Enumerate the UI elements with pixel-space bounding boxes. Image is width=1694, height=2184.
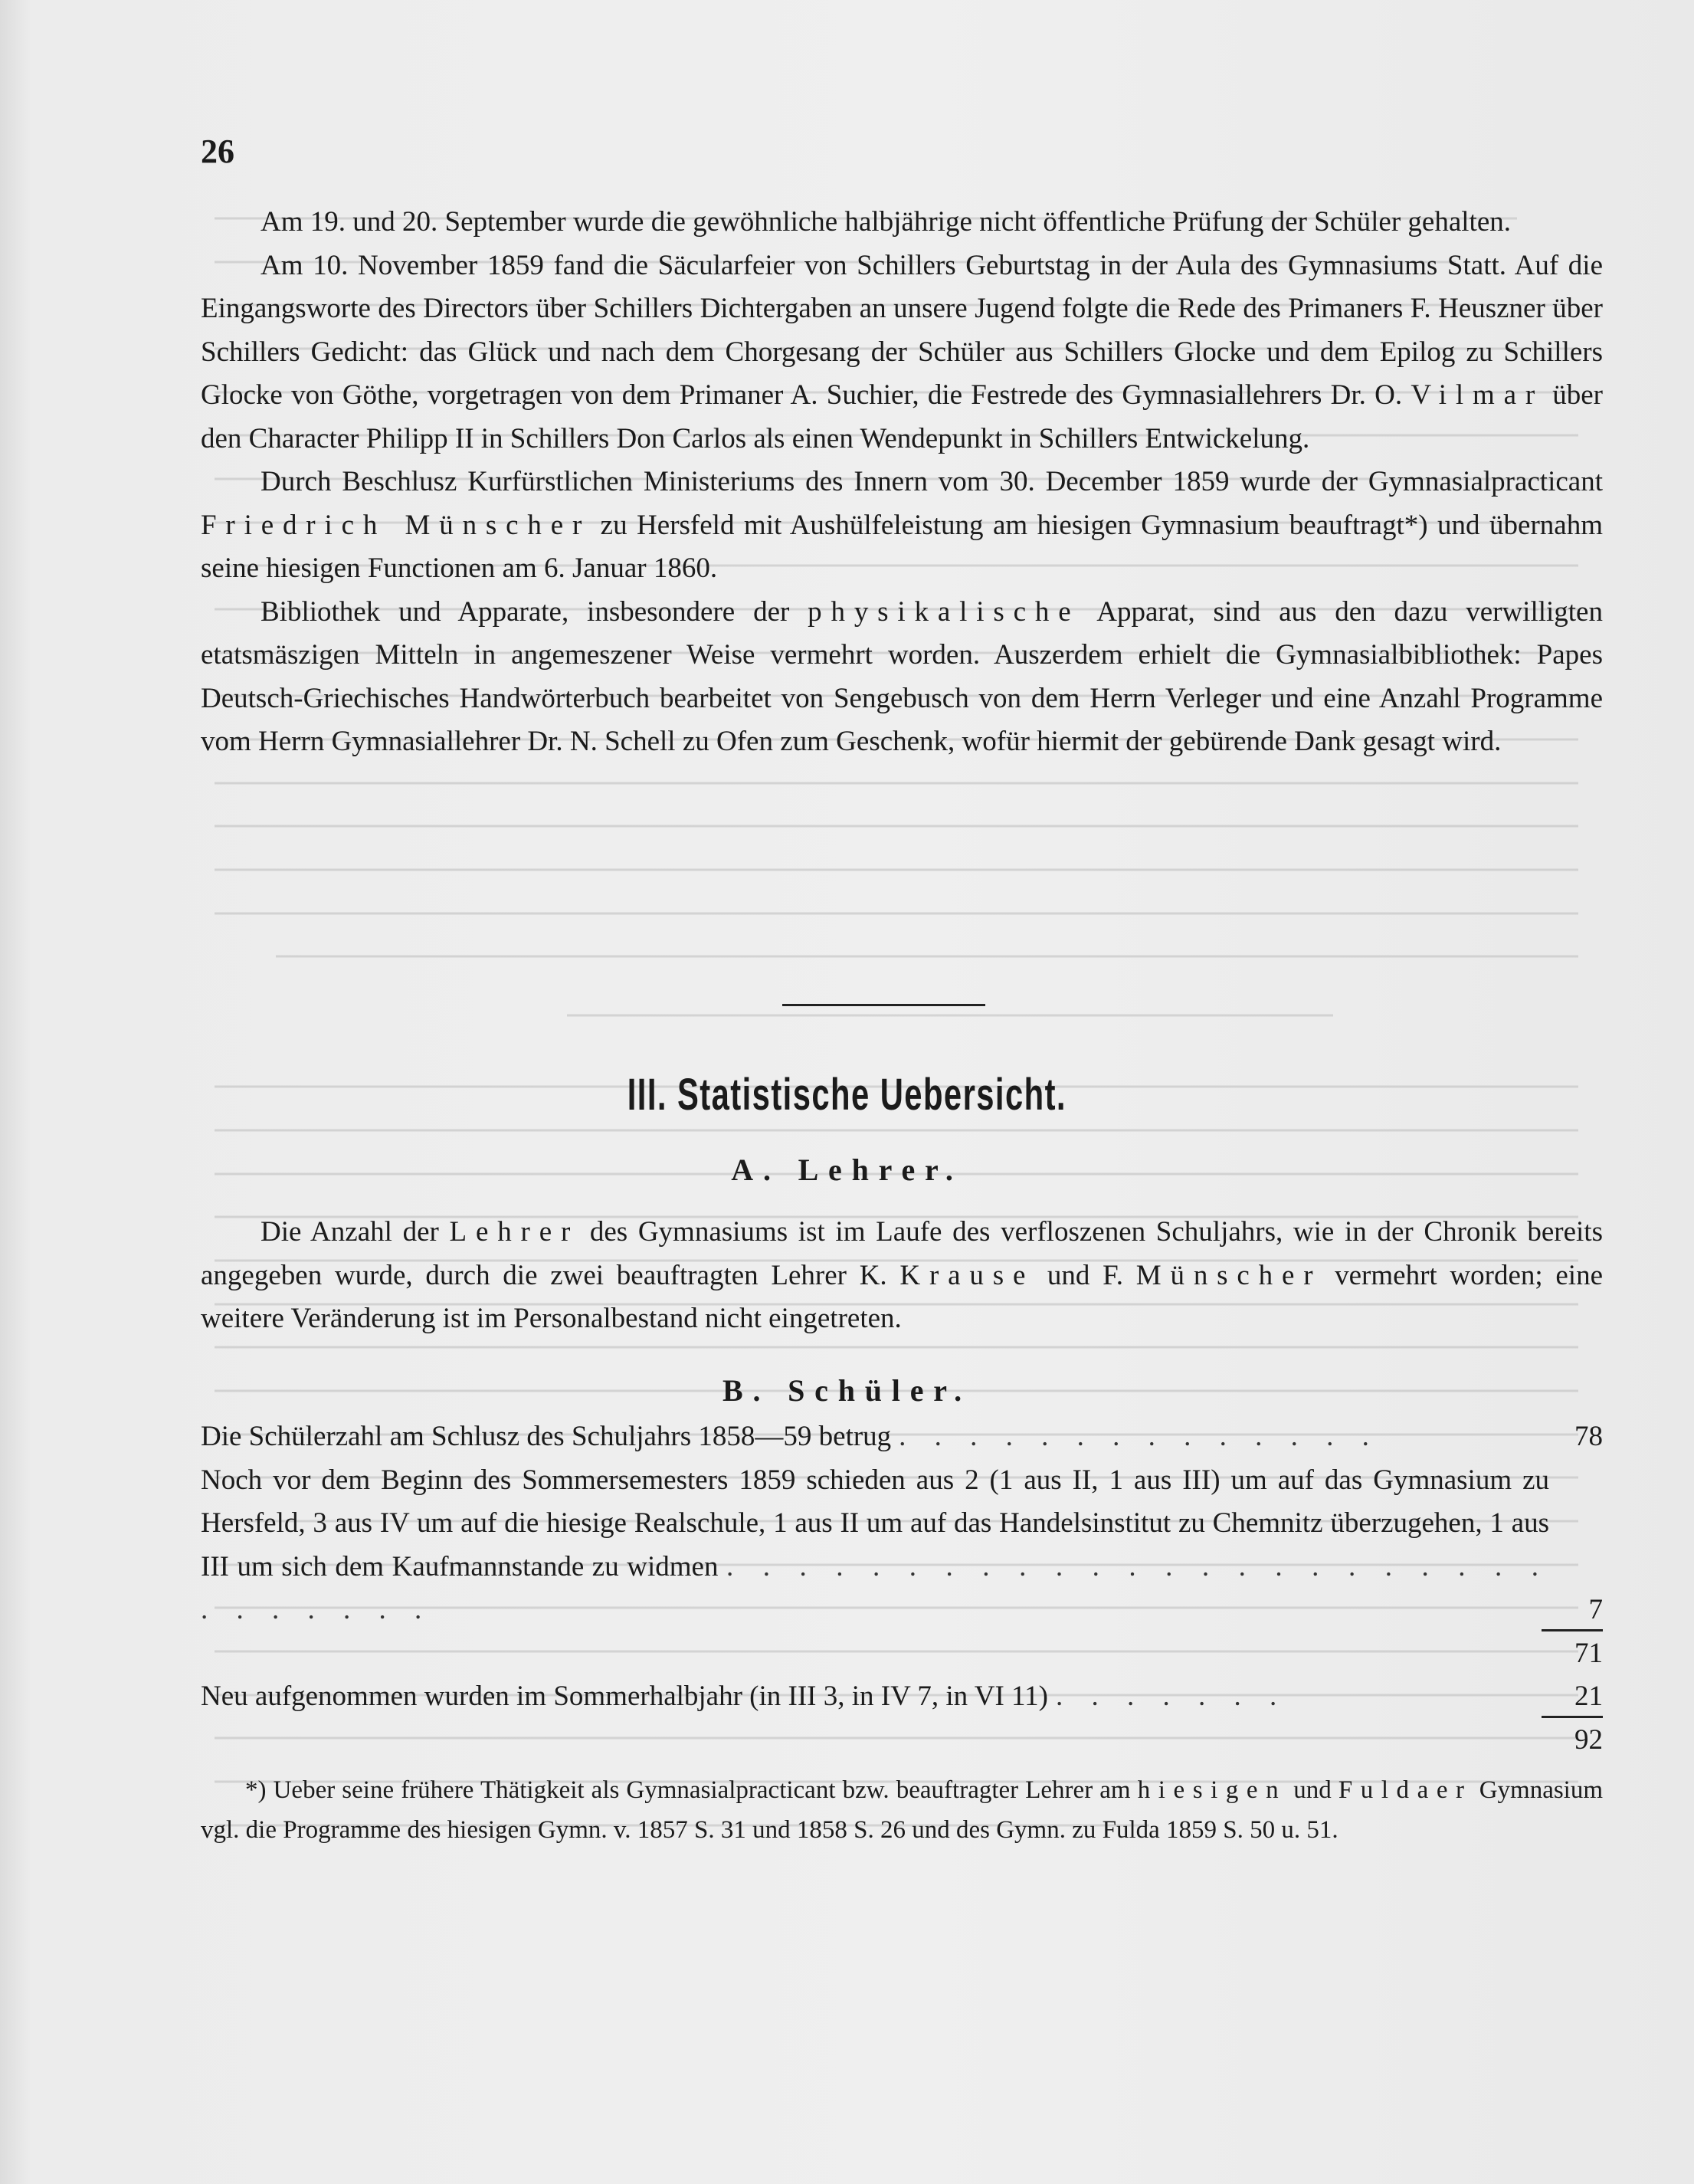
paragraph-schiller-celebration: Am 10. November 1859 fand die Säcularfeier von Schillers Geburtstag in der Aula des Gymnasiums Statt. Auf die Eingangsworte des Directors über Schillers Dichtergaben an unsere Jugend folgte die Rede des Primaners F. Heuszner über Schillers Gedicht: das Glück und nach dem Chorgesang der Schüler aus Schillers Glocke und dem Epilog zu Schillers Glocke von Göthe, vorgetragen von dem Primaner A. Suchier, die Festrede des Gymnasiallehrers Dr. O. Vilmar über den Character Philipp II in Schillers Don Carlos als einen Wendepunkt in Schillers Entwickelung.	[201, 249, 1603, 454]
paragraph-muenscher-appointment: Durch Beschlusz Kurfürstlichen Ministeriums des Innern vom 30. December 1859 wurde der Gymnasialpracticant Friedrich Münscher zu Hersfeld mit Aushülfeleistung am hiesigen Gymnasium beauftragt*) und übernahm seine hiesigen Functionen am 6. Januar 1860.	[201, 466, 1603, 584]
student-statistics	[201, 1415, 1603, 1762]
dot-leader: . . . . . . . . . . . . . . . . . . . . . . . . . . . . . .	[201, 1550, 1550, 1625]
spaced-word-physikalische: physikalische	[808, 595, 1080, 628]
page-number: 26	[201, 133, 234, 170]
spaced-word-lehrer: Lehrer	[449, 1216, 580, 1248]
section-title: III. Statistische Uebersicht.	[627, 1070, 1067, 1120]
spaced-name-muenscher: Friedrich Münscher	[201, 509, 591, 541]
spaced-name-vilmar: Vilmar	[1411, 379, 1544, 411]
subheading-students: B. Schüler.	[722, 1373, 972, 1408]
dot-leader: . . . . . . . . . . . . . .	[899, 1421, 1380, 1452]
statistics-row: Die Schülerzahl am Schlusz des Schuljahrs 1858—59 betrug . . . . . . . . . . . . . . 78	[201, 1415, 1603, 1459]
dot-leader: . . . . . . .	[1056, 1681, 1288, 1712]
paragraph-library: Bibliothek und Apparate, insbesondere der physikalische Apparat, sind aus den dazu verwilligten etatsmäszigen Mitteln in angemeszener Weise vermehrt worden. Auszerdem erhielt die Gymnasialbibliothek: Papes Deutsch-Griechisches Handwörterbuch bearbeitet von Sengebusch von dem Herrn Verleger und eine Anzahl Programme vom Herrn Gymnasiallehrer Dr. N. Schell zu Ofen zum Geschenk, wofür hiermit der gebürende Dank gesagt wird.	[201, 595, 1603, 757]
spaced-word-hiesigen: hiesigen	[1137, 1776, 1287, 1804]
spaced-word-fuldaer: Fuldaer	[1338, 1776, 1473, 1804]
statistics-value: 21	[1574, 1681, 1603, 1712]
chronicle-text	[201, 201, 1603, 764]
statistics-value: 78	[1574, 1421, 1603, 1452]
statistics-row: Neu aufgenommen wurden im Sommerhalbjahr (in III 3, in IV 7, in VI 11) . . . . . . . 21	[201, 1675, 1603, 1719]
statistics-subtotal: 71	[1574, 1637, 1603, 1669]
spaced-name-krause: Krause	[899, 1259, 1035, 1291]
section-divider	[782, 1004, 985, 1006]
statistics-row: Noch vor dem Beginn des Sommersemesters 1859 schieden aus 2 (1 aus II, 1 aus III) um auf das Gymnasium zu Hersfeld, 3 aus IV um auf die hiesige Realschule, 1 aus II um auf das Handelsinstitut zu Chemnitz überzugehen, 1 aus III um sich dem Kaufmannstande zu widmen . . . . . . . . . . . . . . . . . . . . . . . . . . . . . . 7	[201, 1459, 1603, 1632]
teachers-paragraph: Die Anzahl der Lehrer des Gymnasiums ist im Laufe des verfloszenen Schuljahrs, wie in der Chronik bereits angegeben wurde, durch die zwei beauftragten Lehrer K. Krause und F. Münscher vermehrt worden; eine weitere Veränderung ist im Personalbestand nicht eingetreten.	[201, 1216, 1603, 1334]
spaced-name-muenscher-2: Münscher	[1135, 1259, 1322, 1291]
paragraph-examination: Am 19. und 20. September wurde die gewöhnliche halbjährige nicht öffentliche Prüfung der Schüler gehalten.	[260, 206, 1511, 238]
footnote: *) Ueber seine frühere Thätigkeit als Gymnasialpracticant bzw. beauftragter Lehrer am hiesigen und Fuldaer Gymnasium vgl. die Programme des hiesigen Gymn. v. 1857 S. 31 und 1858 S. 26 und des Gymn. zu Fulda 1859 S. 50 u. 51.	[201, 1776, 1604, 1844]
statistics-total: 92	[1574, 1723, 1603, 1756]
statistics-value: 7	[1588, 1594, 1603, 1625]
subheading-teachers: A. Lehrer.	[731, 1153, 963, 1187]
